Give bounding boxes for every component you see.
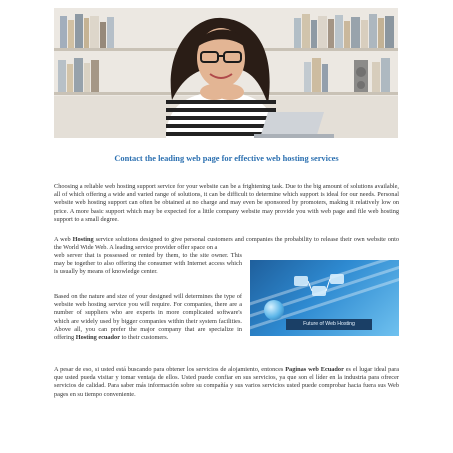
paragraph-spanish	[54, 366, 399, 399]
hero-illustration	[54, 8, 398, 138]
paragraph-company-size	[54, 293, 242, 342]
document-title: Contact the leading web page for effective web hosting services	[114, 154, 339, 163]
text-fragment: A pesar de eso, si usted está buscando para obtener los servicios de alojamiento, entonces	[54, 366, 286, 373]
text-fragment: Based on the nature and size of your designed will determines the type of website web hosting service you will require. For companies, there are a number of suppliers who are experts in more complicated software's which are widely used by bigger companies within their system facilities. Above all, you can prefer the major company that are specialize in offering	[54, 293, 242, 342]
hero-photo	[54, 8, 398, 138]
keyword-paginas-web-ecuador: Paginas web Ecuador	[285, 366, 344, 373]
text-fragment: service solutions designed to give personal customers and companies the probability to release their own website onto the World Wide Web. A leading service provider offer space on a	[54, 236, 399, 252]
text-fragment: es el lugar ideal para que usted pueda visitar y tomar ventaja de ellos. Usted puede confiar en sus servicios, ya que son el líder en la industria para ofrecer servicios de calidad. Para saber más información sobre su compañía y sus varios servicios usted puede comprobar hacia fuera sus Web pages en su tiempo conveniente.	[54, 366, 400, 398]
keyword-hosting: Hosting	[72, 236, 94, 243]
paragraph-intro: Choosing a reliable web hosting support service for your website can be a frightening task. Due to the big amount of solutions available, all of which offering a wide and varied range of solutions, it can be difficult to determine which support is ideal for our needs. Personal website web hosting support can often be obtained at no charge and may even be sponsored by promoters, making it relatively low on price. A more basic support which may be expected for a little company website may provide you with web page and file web hosting support to a small degree.	[54, 183, 399, 223]
text-fragment: to their customers.	[120, 334, 169, 342]
paragraph-hosting-start	[54, 236, 399, 252]
text-fragment: A web	[54, 236, 73, 243]
inset-caption: Future of Web Hosting	[286, 319, 372, 330]
globe-icon	[264, 300, 284, 320]
cloud-server-icon	[290, 270, 350, 310]
keyword-hosting-ecuador: Hosting ecuador	[75, 334, 121, 342]
paragraph-hosting-cont: web server that is possessed or rented by them, to the site owner. This may be together to also offering the consumer with Internet access which is usually by means of knowledge center.	[54, 252, 242, 276]
inset-image	[250, 260, 399, 336]
